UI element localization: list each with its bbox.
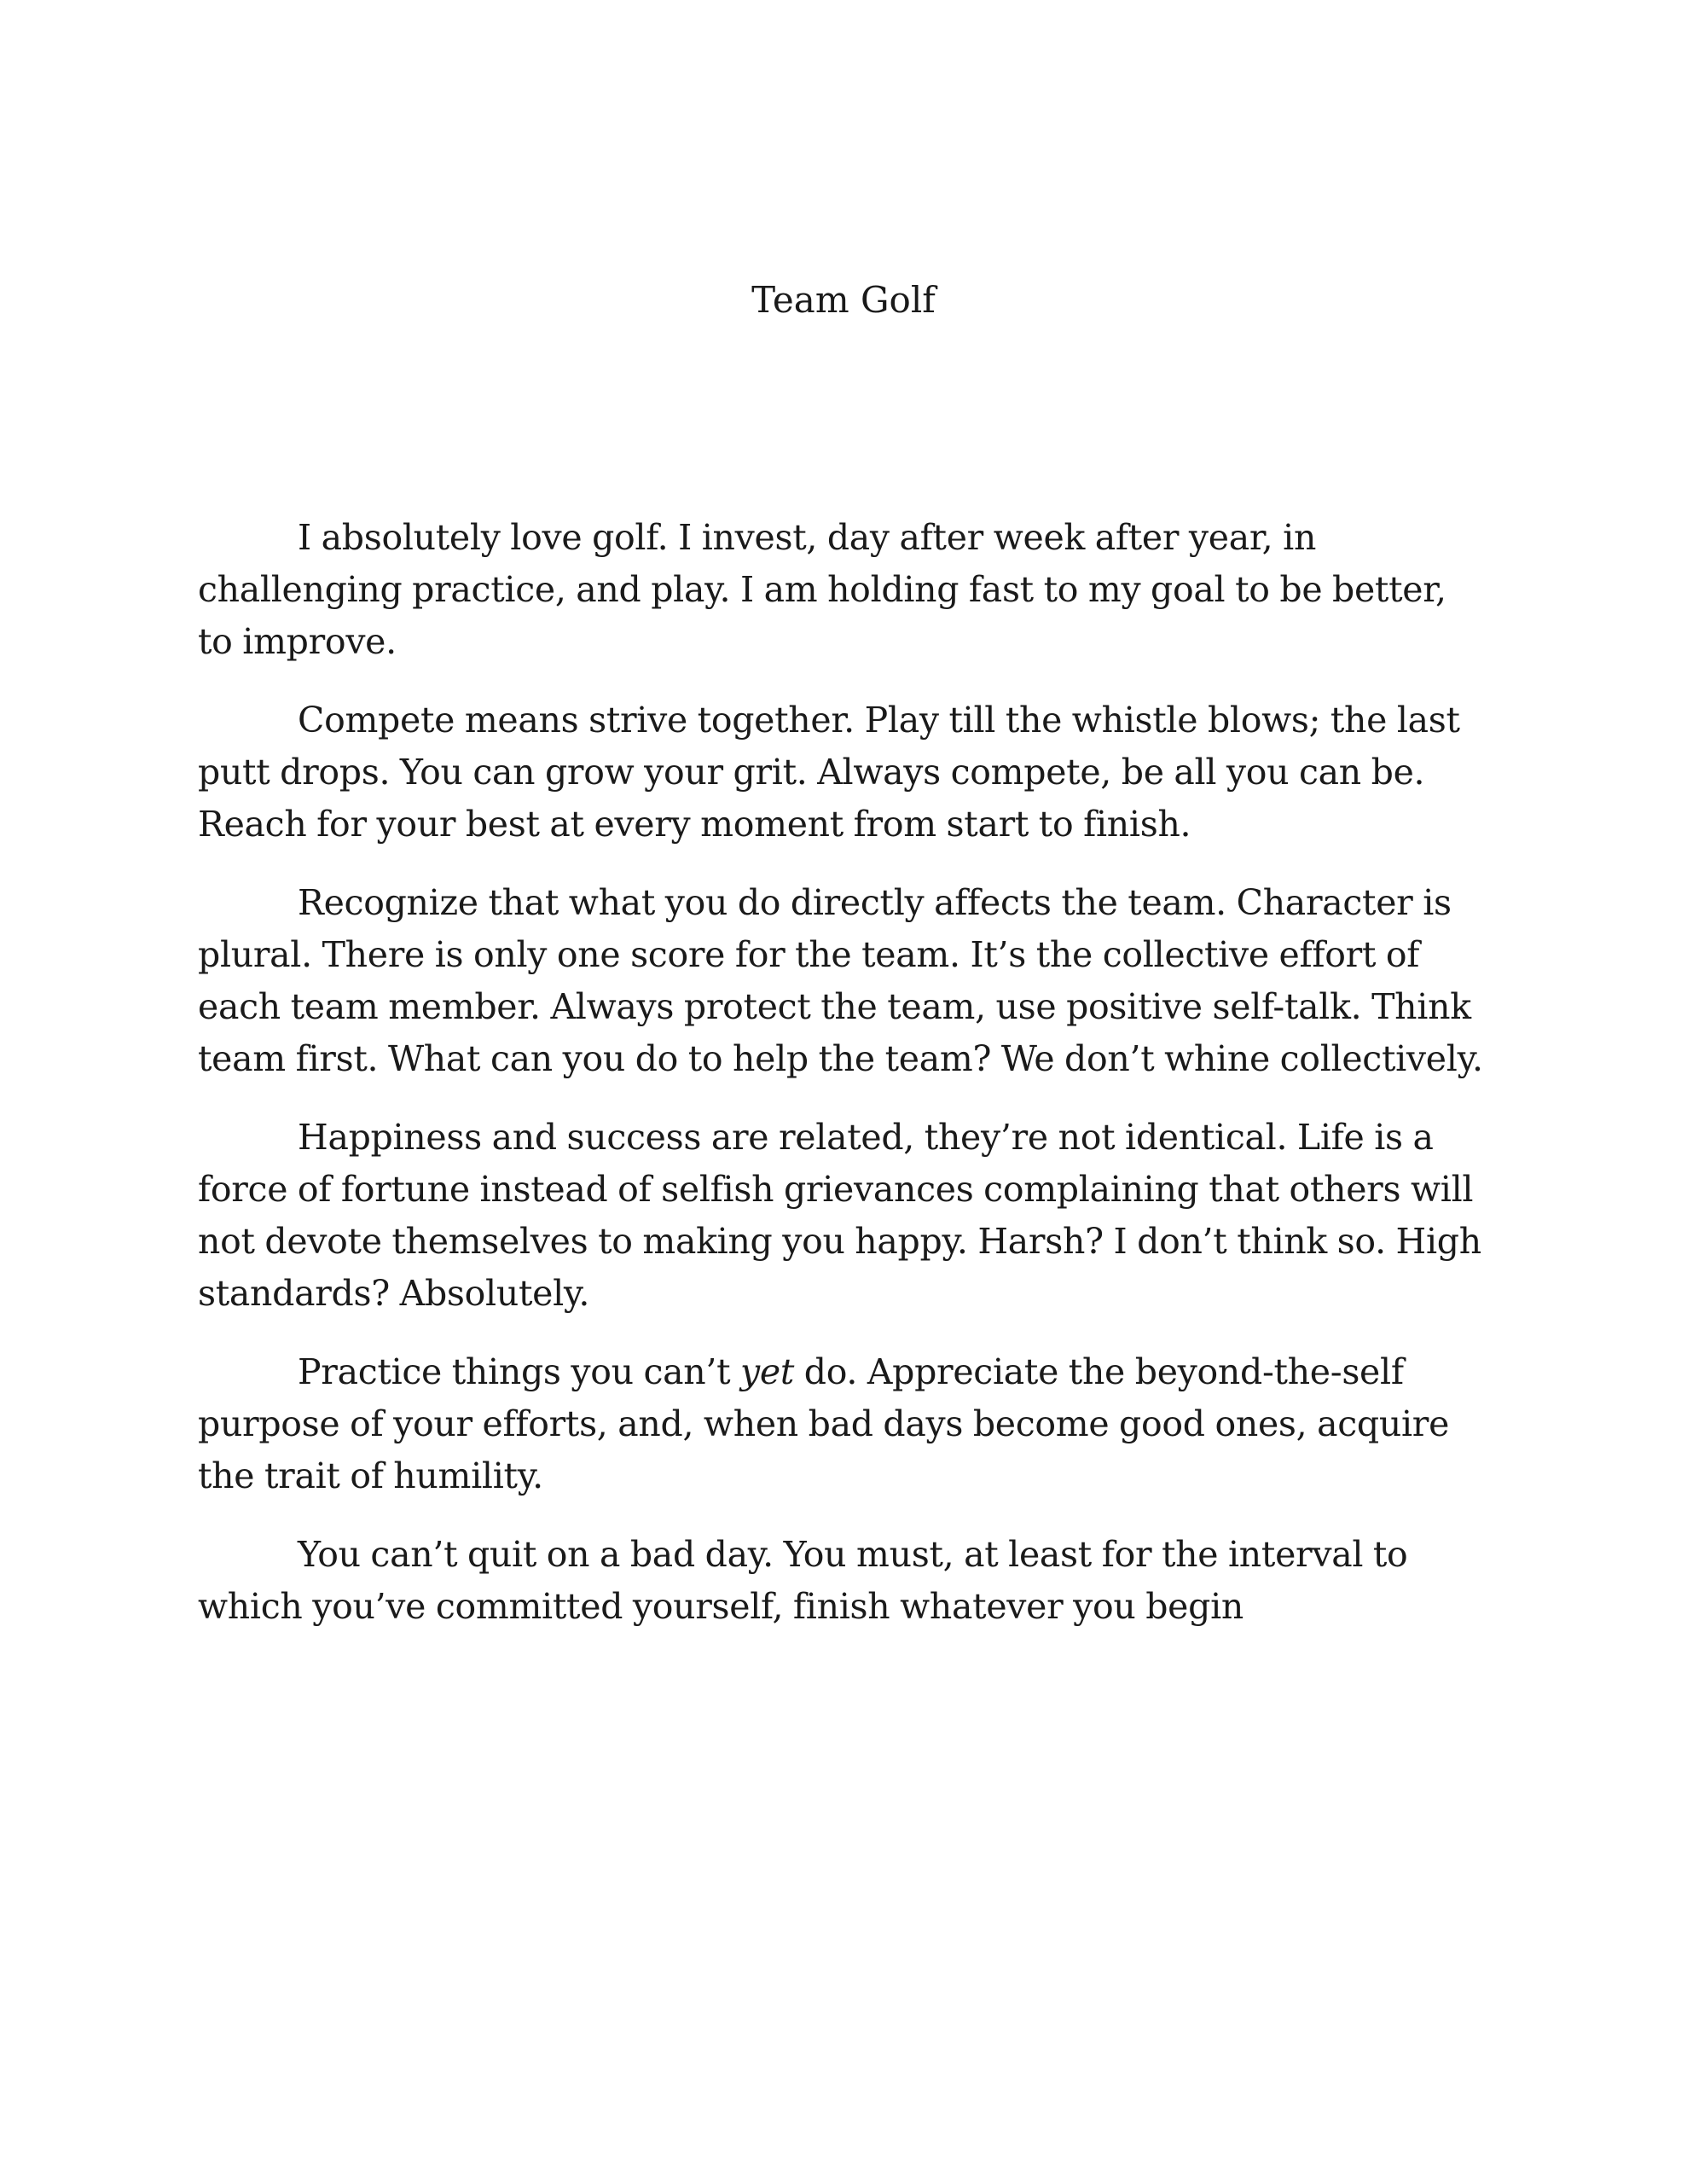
- document-body: [198, 512, 1486, 1659]
- paragraph-1: I absolutely love golf. I invest, day after week after year, in challenging practice, and play. I am holding fast to my goal to be better, to improve.: [198, 517, 1446, 662]
- paragraph-4: Happiness and success are related, they’re not identical. Life is a force of fortune instead of selfish grievances complaining that others will not devote themselves to making you happy. Harsh? I don’t think so. High standards? Absolutely.: [198, 1117, 1481, 1314]
- paragraph-5-emphasis: yet: [740, 1351, 795, 1392]
- paragraph-5-before: Practice things you can’t: [298, 1351, 740, 1392]
- paragraph-3: Recognize that what you do directly affects the team. Character is plural. There is only one score for the team. It’s the collective effort of each team member. Always protect the team, use positive self-talk. Think team first. What can you do to help the team? We don’t whine collectively.: [198, 882, 1483, 1079]
- paragraph-5: [198, 1346, 1486, 1502]
- document-title: Team Golf: [751, 279, 936, 321]
- paragraph-6: You can’t quit on a bad day. You must, at least for the interval to which you’ve committed yourself, finish whatever you begin: [198, 1534, 1408, 1627]
- paragraph-5-after: do. Appreciate the beyond-the-self purpose of your efforts, and, when bad days become good ones, acquire the trait of humility.: [198, 1351, 1450, 1496]
- paragraph-2: Compete means strive together. Play till the whistle blows; the last putt drops. You can grow your grit. Always compete, be all you can be. Reach for your best at every moment from start to finish.: [198, 700, 1460, 845]
